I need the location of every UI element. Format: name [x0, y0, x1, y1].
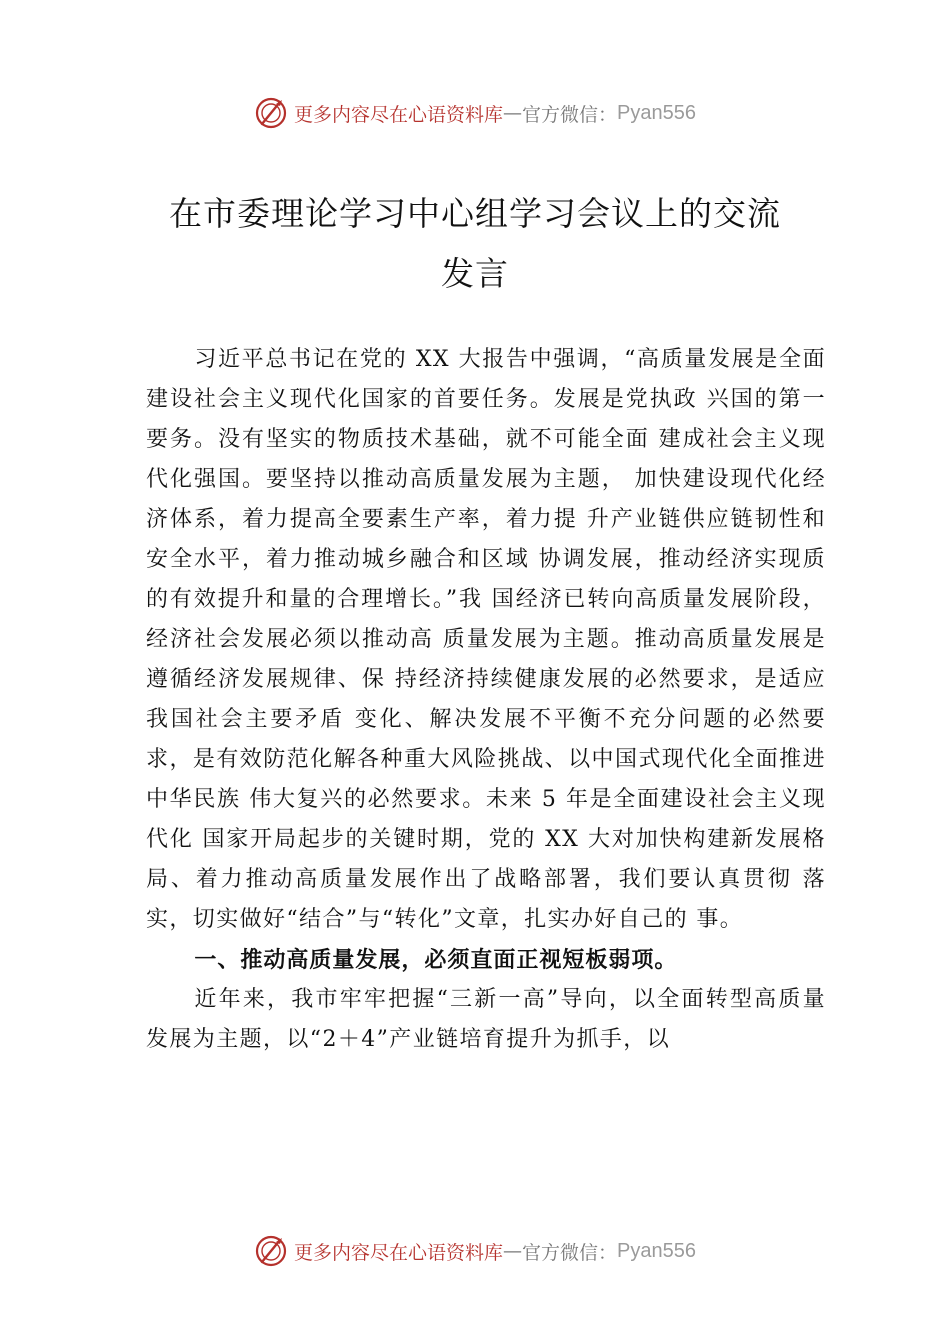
watermark-wechat-id: Pyan556: [617, 1239, 696, 1262]
title-line-1: 在市委理论学习中心组学习会议上的交流: [169, 194, 781, 233]
watermark-wechat-label: 官方微信：: [522, 103, 618, 126]
brand-logo-icon: [254, 96, 288, 130]
brand-logo-icon: [254, 1234, 288, 1268]
watermark-wechat-id: Pyan556: [617, 101, 696, 124]
watermark-brand-text: 更多内容尽在心语资料库: [294, 1241, 504, 1264]
watermark-footer: [0, 1234, 950, 1268]
watermark-wechat-label: 官方微信：: [522, 1241, 618, 1264]
paragraph-2: 近年来，我市牢牢把握“三新一高”导向，以全面转型高质量发展为主题，以“2＋4”产业链培育提升为抓手，以: [146, 987, 826, 1052]
section-heading-1: 一、推动高质量发展，必须直面正视短板弱项。: [194, 947, 678, 973]
title-line-2: 发言: [441, 254, 509, 293]
watermark-dash: —: [503, 102, 523, 124]
watermark-brand-text: 更多内容尽在心语资料库: [294, 103, 504, 126]
document-title: [150, 184, 800, 304]
document-body: [146, 340, 826, 1060]
watermark-dash: —: [503, 1240, 523, 1262]
paragraph-1: 习近平总书记在党的 XX 大报告中强调，“高质量发展是全面建设社会主义现代化国家的首要任务。发展是党执政 兴国的第一要务。没有坚实的物质技术基础，就不可能全面 建成社会主义现代化强国。要坚持以推动高质量发展为主题， 加快建设现代化经济体系，着力提高全要素生产率，着力提 升产业链供应链韧性和安全水平，着力推动城乡融合和区域 协调发展，推动经济实现质的有效提升和量的合理增长。”我 国经济已转向高质量发展阶段，经济社会发展必须以推动高 质量发展为主题。推动高质量发展是遵循经济发展规律、保 持经济持续健康发展的必然要求，是适应我国社会主要矛盾 变化、解决发展不平衡不充分问题的必然要求，是有效防范化解各种重大风险挑战、以中国式现代化全面推进中华民族 伟大复兴的必然要求。未来 5 年是全面建设社会主义现代化 国家开局起步的关键时期，党的 XX 大对加快构建新发展格局、着力推动高质量发展作出了战略部署，我们要认真贯彻 落实，切实做好“结合”与“转化”文章，扎实办好自己的 事。: [146, 347, 826, 932]
watermark-header: [0, 96, 950, 130]
